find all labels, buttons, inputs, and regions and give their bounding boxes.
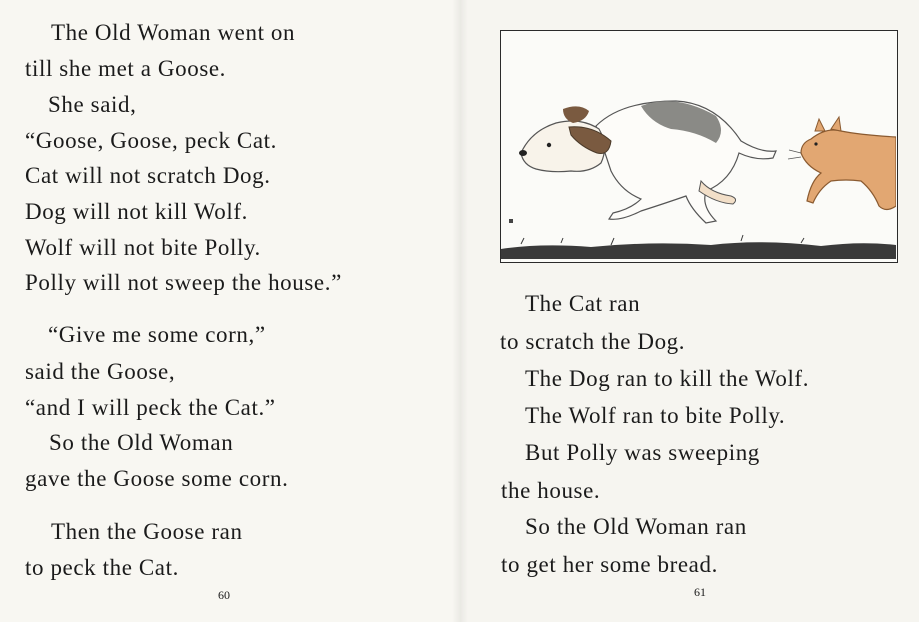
- text-line: to peck the Cat.: [25, 555, 179, 580]
- illustration-drawing: [501, 31, 896, 261]
- ink-speck: [509, 219, 513, 223]
- text-line: Cat will not scratch Dog.: [25, 163, 271, 188]
- text-line: So the Old Woman: [49, 430, 234, 455]
- text-line: said the Goose,: [25, 359, 176, 384]
- text-line: the house.: [501, 478, 601, 503]
- text-line: Then the Goose ran: [51, 519, 243, 544]
- text-line: Polly will not sweep the house.”: [25, 270, 342, 295]
- text-line: She said,: [48, 92, 137, 117]
- text-line: The Dog ran to kill the Wolf.: [525, 366, 810, 391]
- text-line: to scratch the Dog.: [500, 329, 686, 354]
- dog-chasing-cat-illustration: [500, 30, 898, 263]
- page-number: 61: [694, 585, 706, 599]
- text-line: The Cat ran: [525, 291, 641, 316]
- ground-shadow: [501, 242, 896, 259]
- text-line: But Polly was sweeping: [525, 440, 760, 465]
- text-line: till she met a Goose.: [25, 56, 227, 81]
- book-gutter: [452, 0, 468, 622]
- text-line: gave the Goose some corn.: [25, 466, 289, 491]
- text-line: “Give me some corn,”: [48, 322, 266, 347]
- text-line: “and I will peck the Cat.”: [25, 395, 276, 420]
- text-line: to get her some bread.: [501, 552, 718, 577]
- text-line: The Old Woman went on: [51, 20, 296, 45]
- cat-figure: [788, 117, 896, 210]
- page-number: 60: [218, 588, 230, 602]
- text-line: Dog will not kill Wolf.: [25, 199, 249, 224]
- text-line: The Wolf ran to bite Polly.: [525, 403, 786, 428]
- text-line: “Goose, Goose, peck Cat.: [25, 128, 278, 153]
- text-line: So the Old Woman ran: [525, 514, 747, 539]
- right-page: [460, 0, 919, 622]
- dog-figure: [519, 101, 776, 223]
- text-line: Wolf will not bite Polly.: [25, 235, 261, 260]
